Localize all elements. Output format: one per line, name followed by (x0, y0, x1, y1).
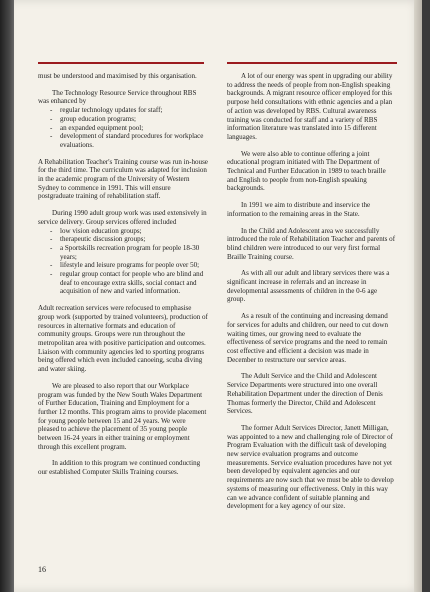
paragraph: In the Child and Adolescent area we successfully introduced the role of Rehabilitation Teacher and parents of blind children were introduced to our very first formal Braille Training course. (227, 226, 396, 261)
paragraph: During 1990 adult group work was used extensively in service delivery. Group services offered included (38, 209, 207, 226)
paragraph: The Technology Resource Service throughout RBS was enhanced by (38, 88, 197, 106)
paragraph: A lot of our energy was spent in upgrading our ability to address the needs of people from non-English speaking backgrounds. A migrant resource officer employed for this purpose held consultations with ethnic agencies and a plan of action was developed by RBS. Cultural awareness training was conducted for staff and a variety of RBS information literature was translated into 15 different languages. (227, 72, 393, 141)
left-header-rule (38, 62, 204, 64)
bullet-list-group-services (38, 227, 208, 297)
right-header-rule (227, 62, 397, 64)
paragraph: We were also able to continue offering a joint educational program initiated with The Department of Technical and Further Education in 1989 to teach braille and English to people from non-English speaking backgrounds. (227, 149, 386, 193)
right-column (227, 72, 397, 519)
bullet-list-technology (38, 106, 208, 150)
book-binding (0, 0, 14, 592)
paragraph: We are pleased to also report that our Workplace program was funded by the New South Wales Department of Further Education, Training and Employment for a further 12 months. This program aims to provide placement for young people between 15 and 24 years. We were pleased to achieve the placement of 35 young people between 16-24 years in either training or employment through this excellent program. (38, 381, 207, 451)
paragraph: In 1991 we aim to distribute and inservice the information to the remaining areas in the State. (227, 201, 371, 218)
paragraph: The former Adult Services Director, Janett Milligan, was appointed to a new and challenging role of Director of Program Evaluation with the difficult task of developing new service evaluation programs and outcome measurements. Service evaluation procedures have not yet been developed by equivalent agencies and our requirements are now such that we must be able to develop systems of measuring our effectiveness. Only in this way can we advance confident of suitable planning and development for a key agency of our size. (227, 423, 394, 511)
list-item: - a Sportskills recreation program for people 18-30 years; (60, 244, 208, 261)
list-item: - an expanded equipment pool; (60, 124, 208, 133)
list-item: - lifestyle and leisure programs for people over 50; (60, 261, 208, 270)
left-column (38, 72, 208, 485)
paragraph: must be understood and maximised by this organisation. (38, 72, 197, 80)
list-item: - low vision education groups; (60, 227, 208, 236)
list-item: - regular group contact for people who are blind and deaf to encourage extra skills, social contact and acquisition of new and varied information. (60, 270, 208, 296)
list-item: - development of standard procedures for workplace evaluations. (60, 132, 208, 149)
paragraph: As with all our adult and library services there was a significant increase in referrals and an increase in developmental assessments of children in the 0-6 age group. (227, 269, 390, 304)
paragraph: The Adult Service and the Child and Adolescent Service Departments were structured into one overall Rehabilitation Department under the direction of Denis Thomas formerly the Director, Child and Adolescent Services. (227, 372, 383, 416)
paragraph: As a result of the continuing and increasing demand for services for adults and children, our need to cut down waiting times, our growing need to evaluate the effectiveness of service programs and the need to remain cost effective and efficient a decision was made in December to restructure our service areas. (227, 312, 389, 364)
paragraph: A Rehabilitation Teacher's Training course was run in-house for the third time. The curriculum was adapted for inclusion in the academic program of the University of Western Sydney to commence in 1991. This will ensure postgraduate training of rehabilitation staff. (38, 157, 208, 201)
page-number: 16 (38, 565, 46, 574)
list-item: - group education programs; (60, 115, 208, 124)
list-item: - regular technology updates for staff; (60, 106, 208, 115)
paragraph: In addition to this program we continued conducting our established Computer Skills Training courses. (38, 459, 201, 477)
page-edge (414, 0, 422, 592)
paragraph: Adult recreation services were refocused to emphasise group work (supported by trained volunteers), production of resources in alternative formats and education of community groups. Groups were run throughout the metropolitan area with positive participation and outcomes. Liaison with community agencies led to sporting programs being offered which even included canoeing, scuba diving and water skiing. (38, 304, 208, 374)
list-item: - therapeutic discussion groups; (60, 235, 208, 244)
